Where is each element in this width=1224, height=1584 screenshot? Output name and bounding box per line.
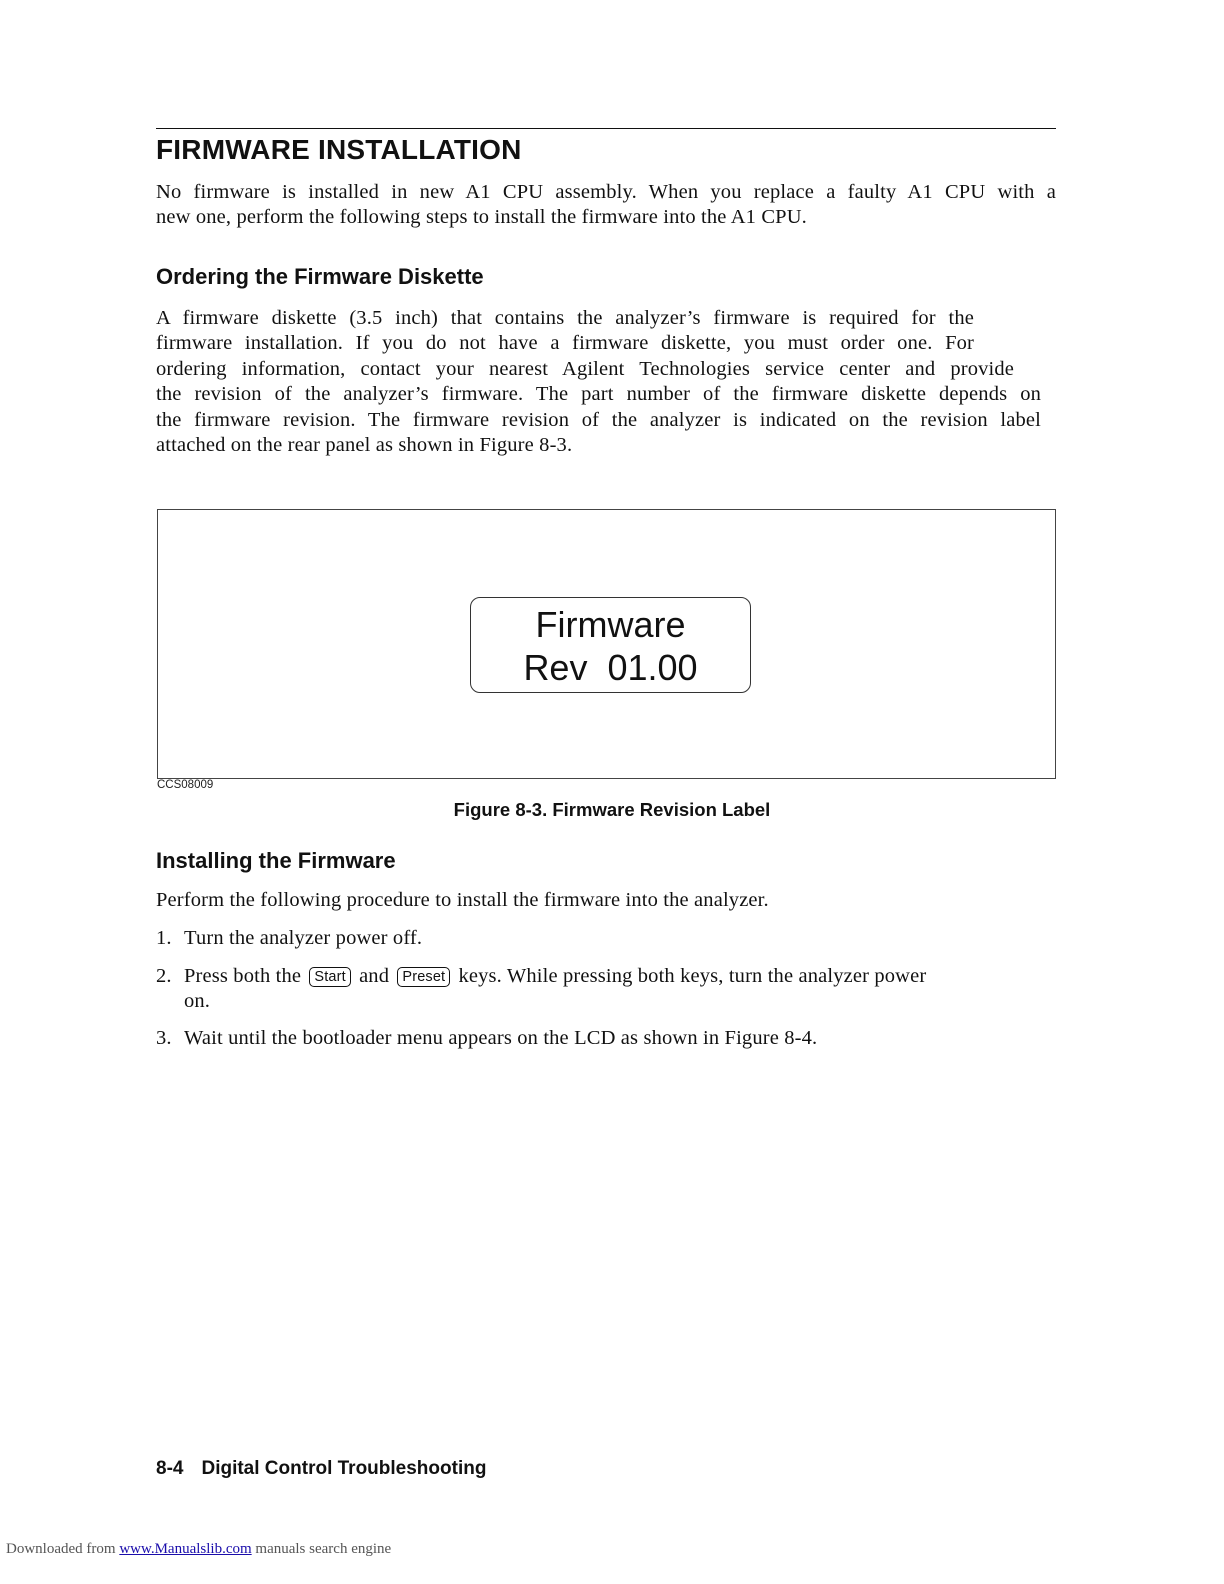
ordering-line: the revision of the analyzer’s firmware. The part number of the firmware diskette depends on (156, 383, 1041, 406)
figure-id: CCS08009 (157, 779, 214, 791)
firmware-revision-label (470, 597, 751, 693)
label-line-1: Firmware (535, 604, 686, 645)
step-text-part: on. (184, 990, 211, 1013)
start-key: Start (309, 967, 350, 987)
figure-frame (157, 509, 1056, 779)
page-number: 8-4 (156, 1458, 184, 1479)
preset-key: Preset (397, 967, 450, 987)
step-number: 1. (156, 927, 172, 949)
intro-line: No firmware is installed in new A1 CPU assembly. When you replace a faulty A1 CPU with a (156, 181, 1056, 203)
step-text: Wait until the bootloader menu appears on the LCD as shown in Figure 8-4. (184, 1027, 818, 1049)
manualslib-link[interactable]: www.Manualslib.com (119, 1541, 252, 1557)
ordering-line: A firmware diskette (3.5 inch) that contains the analyzer’s firmware is required for the (156, 307, 974, 329)
page-footer (156, 1458, 486, 1480)
label-line-2: Rev 01.00 (523, 647, 698, 688)
download-banner (6, 1541, 391, 1558)
section-title: FIRMWARE INSTALLATION (156, 134, 522, 165)
step-number: 3. (156, 1027, 172, 1049)
intro-line: new one, perform the following steps to install the firmware into the A1 CPU. (156, 206, 807, 229)
ordering-line: firmware installation. If you do not have a firmware diskette, you must order one. For (156, 332, 974, 355)
step-text (184, 964, 1056, 1015)
download-prefix: Downloaded from (6, 1541, 116, 1557)
ordering-line: ordering information, contact your nearest Agilent Technologies service center and provide (156, 357, 1014, 380)
section-rule (156, 128, 1056, 129)
step-text: Turn the analyzer power off. (184, 927, 423, 949)
step-number: 2. (156, 965, 172, 987)
installing-intro (156, 888, 1056, 913)
step-text-part: and (359, 965, 390, 987)
installing-intro-line: Perform the following procedure to install the firmware into the analyzer. (156, 889, 769, 911)
ordering-heading: Ordering the Firmware Diskette (156, 264, 484, 289)
chapter-title: Digital Control Troubleshooting (201, 1458, 487, 1479)
figure-caption: Figure 8-3. Firmware Revision Label (453, 799, 771, 820)
step-text-part: keys. While pressing both keys, turn the analyzer power (458, 965, 927, 987)
download-suffix: manuals search engine (255, 1541, 392, 1557)
ordering-line: the firmware revision. The firmware revision of the analyzer is indicated on the revision label (156, 408, 1041, 431)
ordering-paragraph (156, 306, 1056, 458)
installing-heading: Installing the Firmware (156, 848, 396, 873)
step-text-part: Press both the (184, 965, 302, 987)
intro-paragraph (156, 180, 1056, 231)
ordering-line: attached on the rear panel as shown in Figure 8-3. (156, 434, 573, 457)
